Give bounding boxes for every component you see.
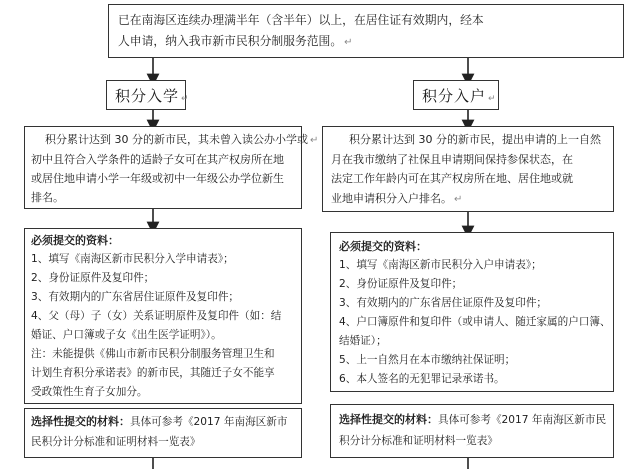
top-box-line: 已在南海区连续办理满半年（含半年）以上，在居住证有效期内，经本 <box>118 13 484 27</box>
school-required-box <box>24 228 302 404</box>
household-eligibility-line: 法定工作年龄内可在其产权房所在地、居住地或就 <box>331 172 573 185</box>
household-label-box <box>413 80 499 110</box>
top-box-line: 人申请，纳入我市新市民积分制服务范围。 <box>118 34 343 48</box>
school-optional-line: 民积分计分标准和证明材料一览表》 <box>31 436 201 448</box>
household-required-item: 2、身份证原件及复印件； <box>339 278 463 290</box>
school-required-item: 1、填写《南海区新市民积分入学申请表》； <box>31 253 234 265</box>
school-optional-line: 具体可参考《2017 年南海区新市 <box>130 416 288 428</box>
household-required-item: 4、户口簿原件和复印件（或申请人、随迁家属的户口簿、 <box>339 316 611 328</box>
school-eligibility-line: 或居住地申请小学一年级或初中一年级公办学位新生 <box>31 172 284 185</box>
household-optional-line: 积分计分标准和证明材料一览表》 <box>339 435 498 447</box>
household-required-item: 结婚证）； <box>339 335 387 347</box>
school-optional-heading: 选择性提交的材料： <box>31 415 130 428</box>
school-label-box <box>106 80 190 110</box>
top-box <box>108 4 624 58</box>
school-eligibility-line: 积分累计达到 30 分的新市民，其未曾入读公办小学或 <box>45 133 308 146</box>
school-eligibility-line: 初中且符合入学条件的适龄子女可在其产权房所在地 <box>31 153 284 166</box>
paragraph-mark: ↵ <box>344 37 353 48</box>
household-required-item: 3、有效期内的广东省居住证原件及复印件； <box>339 297 548 309</box>
household-optional-heading: 选择性提交的材料： <box>339 413 438 426</box>
household-label: 积分入户 <box>422 87 487 105</box>
paragraph-mark: ↵ <box>454 193 463 205</box>
school-eligibility-line: 排名。 <box>31 191 64 204</box>
household-optional-line: 具体可参考《2017 年南海区新市民 <box>438 414 607 426</box>
household-required-box <box>330 232 614 392</box>
school-required-item: 3、有效期内的广东省居住证原件及复印件； <box>31 291 240 303</box>
household-required-item: 6、本人签名的无犯罪记录承诺书。 <box>339 373 505 385</box>
paragraph-mark: ↵ <box>488 94 497 104</box>
school-label: 积分入学 <box>115 87 180 105</box>
household-eligibility-box <box>322 126 614 212</box>
household-optional-box <box>330 404 614 458</box>
school-required-item: 注：未能提供《佛山市新市民积分制服务管理卫生和 <box>31 348 275 360</box>
school-required-item: 受政策性生育子女加分。 <box>31 386 148 398</box>
household-eligibility-line: 月在我市缴纳了社保且申请期间保持参保状态，在 <box>331 152 573 166</box>
school-required-item: 计划生育积分承诺表》的新市民，其随迁子女不能享 <box>31 367 275 379</box>
school-required-heading: 必须提交的资料： <box>31 234 119 247</box>
household-required-heading: 必须提交的资料： <box>339 240 427 253</box>
paragraph-mark: ↵ <box>310 135 319 146</box>
household-required-item: 1、填写《南海区新市民积分入户申请表》； <box>339 259 542 271</box>
paragraph-mark: ↵ <box>181 94 190 104</box>
school-optional-box <box>24 408 302 458</box>
school-eligibility-box <box>24 126 319 209</box>
school-required-item: 婚证、户口簿或子女《出生医学证明》）。 <box>31 329 222 341</box>
school-required-item: 4、父（母）子（女）关系证明原件及复印件（如：结 <box>31 310 282 322</box>
household-eligibility-line: 积分累计达到 30 分的新市民，提出申请的上一自然 <box>349 133 601 146</box>
school-required-item: 2、身份证原件及复印件； <box>31 272 155 284</box>
household-eligibility-line: 业地申请积分入户排名。 <box>331 191 452 205</box>
household-required-item: 5、上一自然月在本市缴纳社保证明； <box>339 354 516 366</box>
